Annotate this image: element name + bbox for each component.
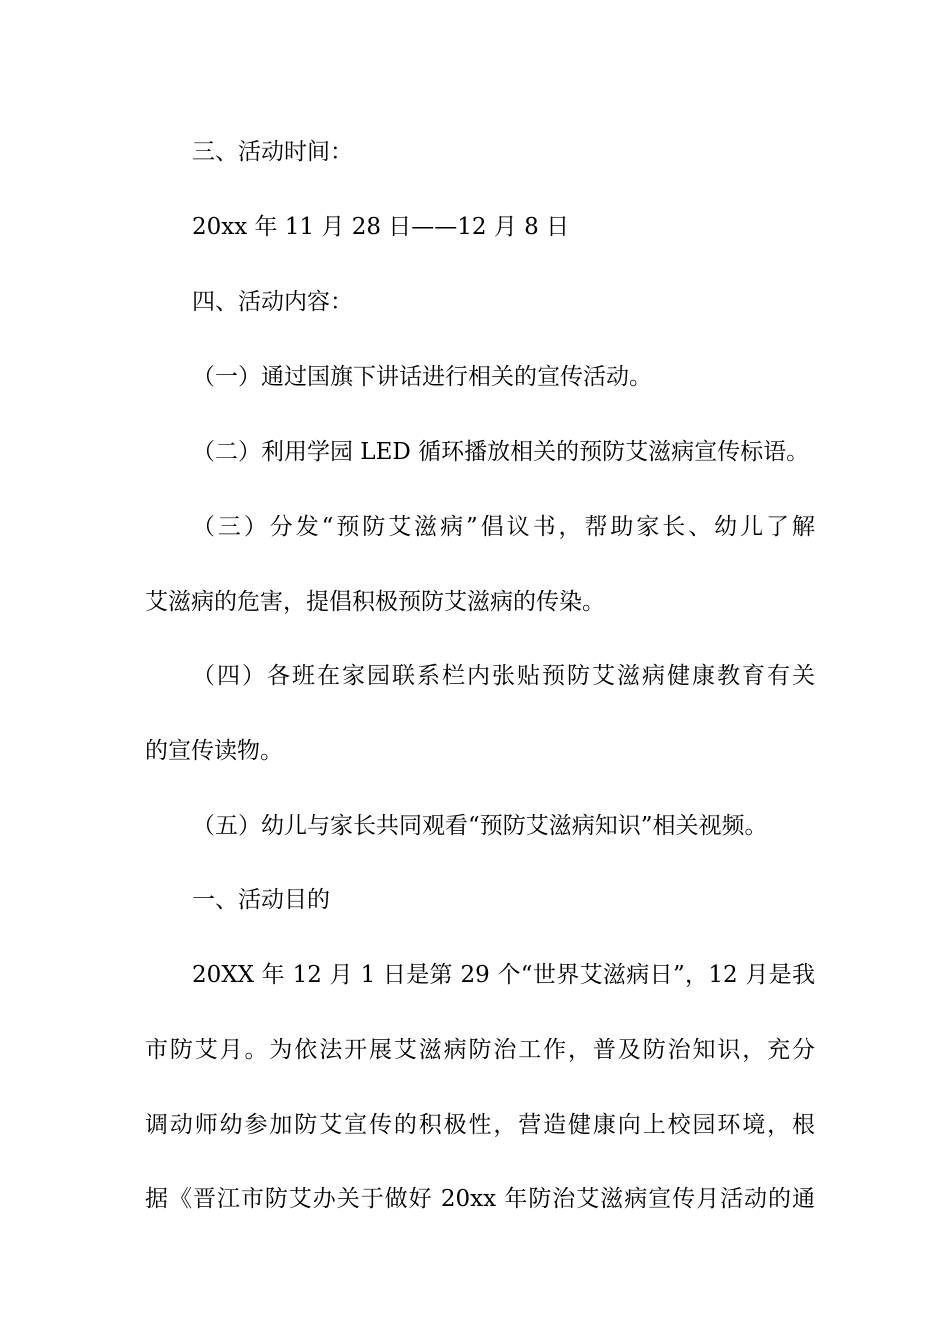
- purpose-paragraph-line-2: 市防艾月。为依法开展艾滋病防治工作，普及防治知识，充分: [145, 1037, 815, 1063]
- purpose-paragraph-line-4: 据《晋江市防艾办关于做好 20xx 年防治艾滋病宣传月活动的通: [145, 1186, 815, 1212]
- heading-activity-time: 三、活动时间：: [192, 139, 353, 165]
- content-item-4-line-2: 的宣传读物。: [145, 738, 283, 764]
- activity-date-range: 20xx 年 11 月 28 日——12 月 8 日: [192, 214, 570, 240]
- heading-activity-purpose: 一、活动目的: [192, 887, 330, 913]
- heading-activity-content: 四、活动内容：: [192, 289, 353, 315]
- content-item-4-line-1: （四）各班在家园联系栏内张贴预防艾滋病健康教育有关: [192, 663, 815, 689]
- content-item-1: （一）通过国旗下讲话进行相关的宣传活动。: [192, 364, 652, 390]
- content-item-2: （二）利用学园 LED 循环播放相关的预防艾滋病宣传标语。: [192, 439, 810, 465]
- content-item-5: （五）幼儿与家长共同观看“预防艾滋病知识”相关视频。: [192, 813, 768, 839]
- content-item-3-line-1: （三）分发“预防艾滋病”倡议书，帮助家长、幼儿了解: [192, 514, 815, 540]
- content-item-3-line-2: 艾滋病的危害，提倡积极预防艾滋病的传染。: [145, 589, 605, 615]
- purpose-paragraph-line-3: 调动师幼参加防艾宣传的积极性，营造健康向上校园环境，根: [145, 1112, 815, 1138]
- purpose-paragraph-line-1: 20XX 年 12 月 1 日是第 29 个“世界艾滋病日”，12 月是我: [192, 962, 815, 988]
